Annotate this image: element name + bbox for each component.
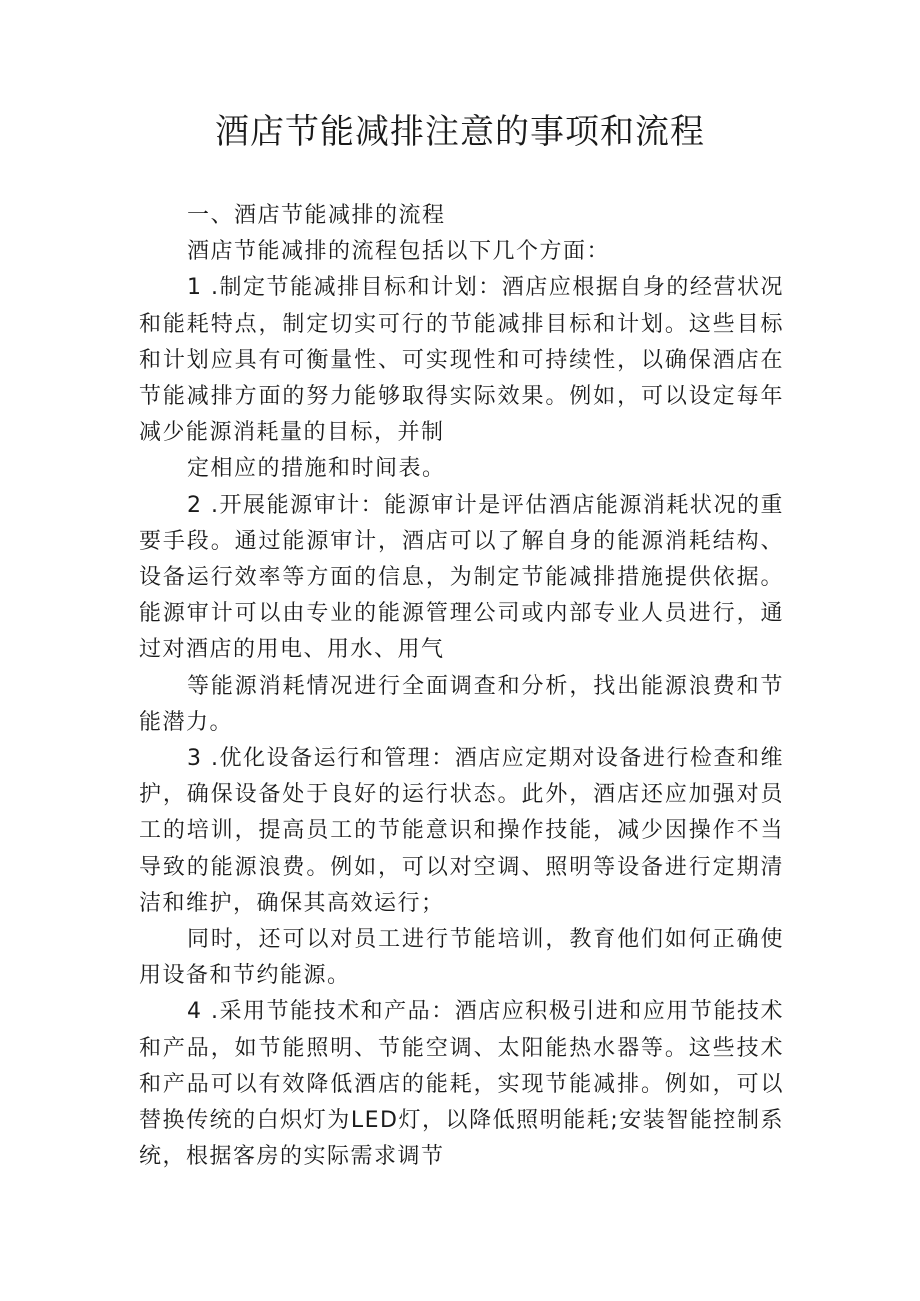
paragraph-item-1-continued: 定相应的措施和时间表。	[187, 456, 446, 482]
document-title: 酒店节能减排注意的事项和流程	[215, 112, 705, 152]
document-body	[139, 198, 784, 1175]
paragraph-item-2-continued: 等能源消耗情况进行全面调查和分析，找出能源浪费和节能潜力。	[139, 673, 784, 735]
paragraph-item-3: 3 .优化设备运行和管理：酒店应定期对设备进行检查和维护，确保设备处于良好的运行状态。此外，酒店还应加强对员工的培训，提高员工的节能意识和操作技能，减少因操作不当导致的能源浪费。例如，可以对空调、照明等设备进行定期清洁和维护，确保其高效运行；	[139, 746, 784, 916]
paragraph-section-heading: 一、酒店节能减排的流程	[187, 203, 446, 228]
paragraph-item-2: 2 .开展能源审计：能源审计是评估酒店能源消耗状况的重要手段。通过能源审计，酒店可以了解自身的能源消耗结构、设备运行效率等方面的信息，为制定节能减排措施提供依据。能源审计可以由专业的能源管理公司或内部专业人员进行，通过对酒店的用电、用水、用气	[139, 492, 784, 663]
paragraph-intro: 酒店节能减排的流程包括以下几个方面：	[187, 239, 611, 265]
paragraph-item-4: 4 .采用节能技术和产品：酒店应积极引进和应用节能技术和产品，如节能照明、节能空调、太阳能热水器等。这些技术和产品可以有效降低酒店的能耗，实现节能减排。例如，可以替换传统的白炽灯为LED灯，以降低照明能耗;安装智能控制系统，根据客房的实际需求调节	[139, 999, 784, 1170]
paragraph-item-1: 1 .制定节能减排目标和计划：酒店应根据自身的经营状况和能耗特点，制定切实可行的节能减排目标和计划。这些目标和计划应具有可衡量性、可实现性和可持续性，以确保酒店在节能减排方面的努力能够取得实际效果。例如，可以设定每年减少能源消耗量的目标，并制	[139, 275, 784, 446]
paragraph-item-3-continued: 同时，还可以对员工进行节能培训，教育他们如何正确使用设备和节约能源。	[139, 927, 784, 989]
